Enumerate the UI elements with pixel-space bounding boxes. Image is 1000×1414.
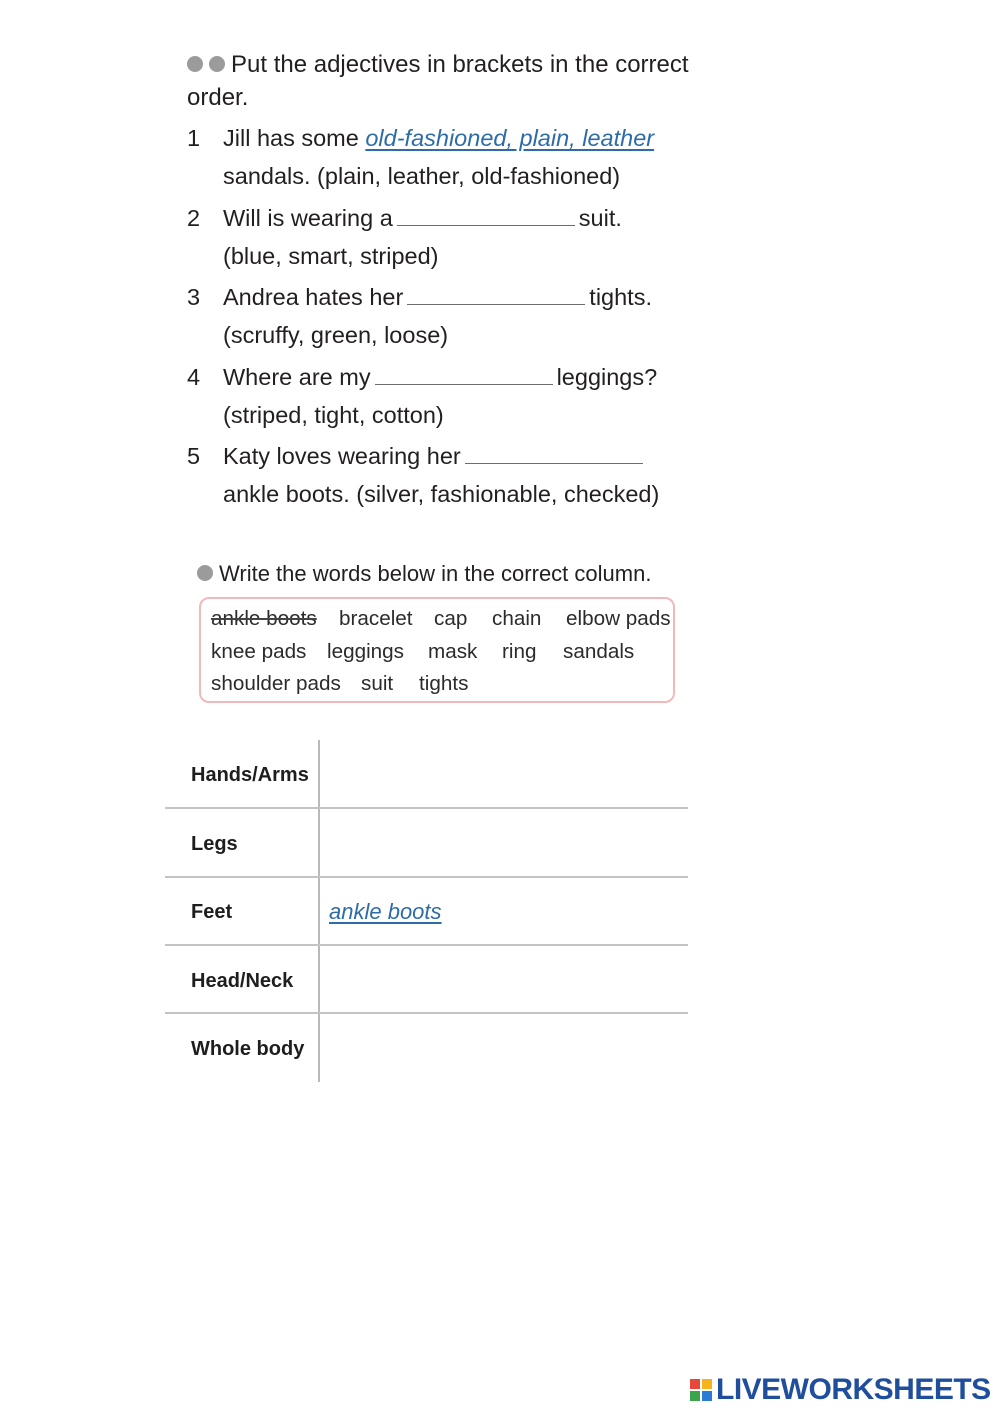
word: ring xyxy=(502,640,537,663)
word: elbow pads xyxy=(566,607,671,630)
answer-cell-head-neck[interactable] xyxy=(329,968,679,998)
row-label-whole-body: Whole body xyxy=(191,1038,305,1060)
row-label-hands-arms: Hands/Arms xyxy=(191,764,309,786)
word: sandals xyxy=(563,640,635,663)
table-divider xyxy=(165,1012,688,1014)
word-crossed-out: ankle boots xyxy=(211,607,317,630)
item-text-line2: sandals. (plain, leather, old-fashioned) xyxy=(223,163,621,189)
word: tights xyxy=(419,672,469,695)
answer-blank[interactable] xyxy=(465,443,643,464)
word: cap xyxy=(434,607,468,630)
row-label-head-neck: Head/Neck xyxy=(191,970,294,992)
table-divider xyxy=(165,944,688,946)
item-text-before: Katy loves wearing her xyxy=(223,443,461,469)
answer-cell-hands-arms[interactable] xyxy=(329,762,679,792)
row-label-feet: Feet xyxy=(191,901,233,923)
bullet-dot-icon xyxy=(197,565,213,581)
item-number: 3 xyxy=(187,284,201,310)
item-text-before: Where are my xyxy=(223,364,371,390)
word: knee pads xyxy=(211,640,307,663)
logo-text: LIVEWORKSHEETS xyxy=(716,1373,991,1406)
word: suit xyxy=(361,672,394,695)
category-table xyxy=(165,740,688,1082)
word-box xyxy=(199,597,675,703)
exercise2-instruction: Write the words below in the correct column. xyxy=(197,558,651,590)
table-divider xyxy=(318,740,320,1082)
logo-grid-icon xyxy=(690,1379,712,1401)
item-number: 2 xyxy=(187,205,201,231)
item-text-line2: (scruffy, green, loose) xyxy=(223,322,449,348)
word: bracelet xyxy=(339,607,413,630)
exercise1-instruction: Put the adjectives in brackets in the correct order. xyxy=(187,48,707,114)
item-text-after: tights. xyxy=(589,284,652,310)
item-number: 1 xyxy=(187,125,201,151)
table-divider xyxy=(165,807,688,809)
item-text-line2: ankle boots. (silver, fashionable, checked) xyxy=(223,481,660,507)
bullet-dot-icon xyxy=(187,56,203,72)
item-number: 5 xyxy=(187,443,201,469)
item-text-before: Will is wearing a xyxy=(223,205,393,231)
bullet-dot-icon xyxy=(209,56,225,72)
answer-cell-whole-body[interactable] xyxy=(329,1036,679,1066)
item-number: 4 xyxy=(187,364,201,390)
answer-blank[interactable] xyxy=(397,205,575,226)
item-text-before: Andrea hates her xyxy=(223,284,404,310)
item-text-after: suit. xyxy=(578,205,622,231)
item-text-after: leggings? xyxy=(556,364,658,390)
answer-cell-legs[interactable] xyxy=(329,831,679,861)
item-text-line2: (blue, smart, striped) xyxy=(223,243,439,269)
answer-blank[interactable] xyxy=(407,284,585,305)
answer-cell-feet: ankle boots xyxy=(329,899,442,924)
answer-blank[interactable] xyxy=(375,364,553,385)
difficulty-dots xyxy=(187,46,225,79)
word: shoulder pads xyxy=(211,672,341,695)
table-divider xyxy=(165,876,688,878)
word: chain xyxy=(492,607,542,630)
item-text-before: Jill has some xyxy=(223,125,359,151)
word: mask xyxy=(428,640,478,663)
word: leggings xyxy=(327,640,405,663)
row-label-legs: Legs xyxy=(191,833,238,855)
example-answer: old-fashioned, plain, leather xyxy=(365,125,655,151)
item-text-line2: (striped, tight, cotton) xyxy=(223,402,444,428)
